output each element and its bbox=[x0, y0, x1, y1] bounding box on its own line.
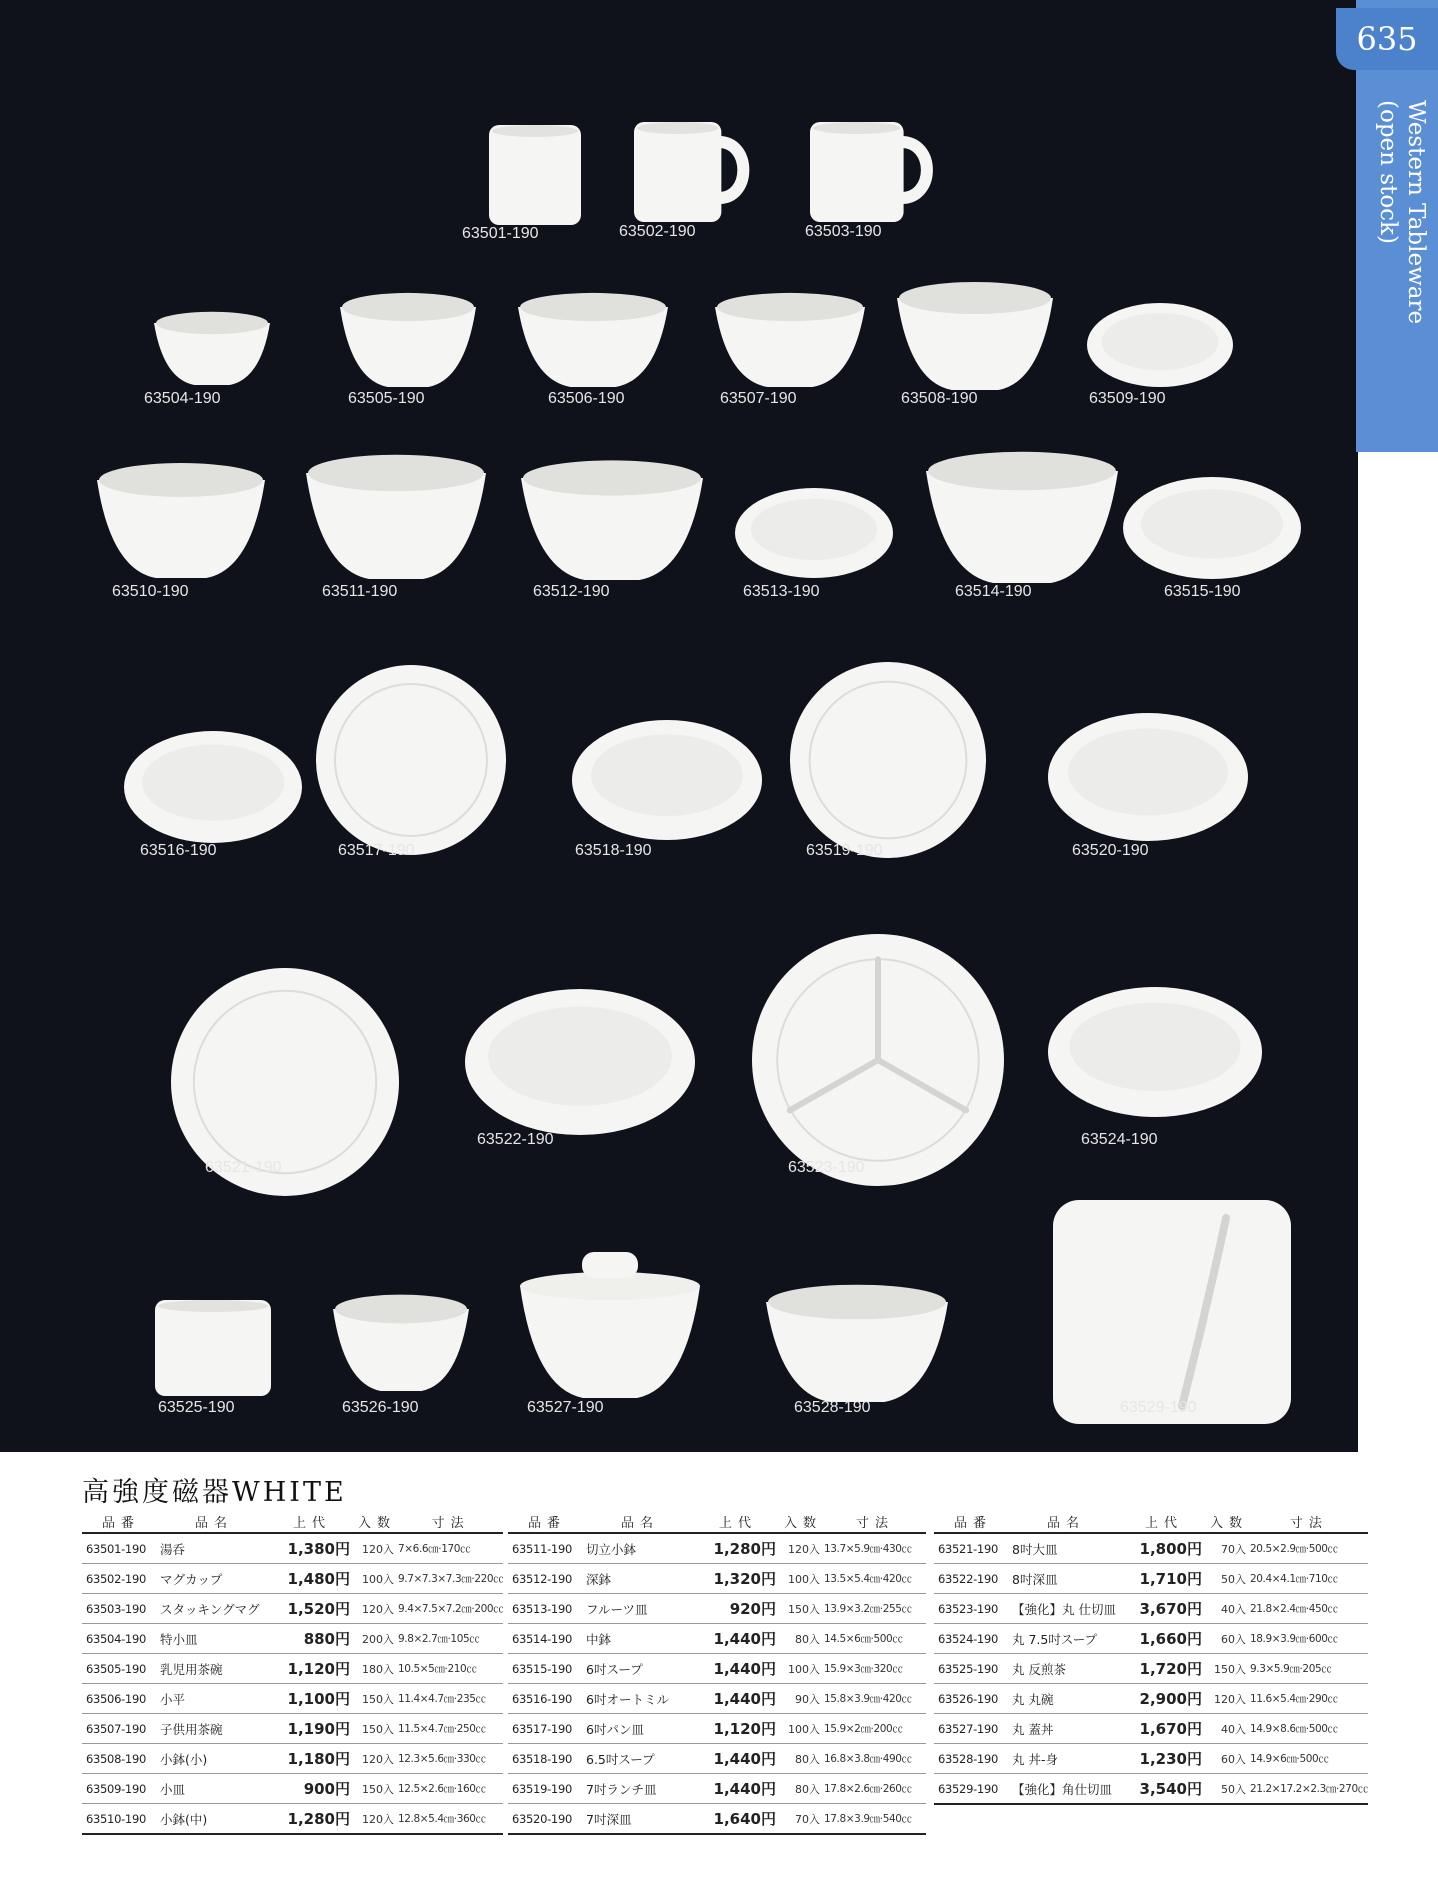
item-price: 1,660円 bbox=[1120, 1624, 1208, 1654]
table-row bbox=[508, 1624, 926, 1654]
item-name: 小鉢(中) bbox=[160, 1804, 268, 1835]
table-row bbox=[82, 1533, 503, 1564]
item-qty: 90入 bbox=[782, 1684, 824, 1714]
item-size: 9.4×7.5×7.2㎝·200㏄ bbox=[398, 1594, 503, 1624]
product-code-label: 63522-190 bbox=[477, 1131, 554, 1148]
item-size: 15.9×3㎝·320㏄ bbox=[824, 1654, 926, 1684]
item-code: 63504-190 bbox=[82, 1624, 160, 1654]
item-qty: 150入 bbox=[356, 1684, 398, 1714]
item-size: 21.2×17.2×2.3㎝·270㏄ bbox=[1250, 1774, 1368, 1805]
item-size: 11.4×4.7㎝·235㏄ bbox=[398, 1684, 503, 1714]
item-qty: 50入 bbox=[1208, 1564, 1250, 1594]
white-porcelain-dish-icon bbox=[155, 1300, 271, 1396]
product-code-label: 63524-190 bbox=[1081, 1131, 1158, 1148]
product-code-label: 63501-190 bbox=[462, 225, 539, 242]
item-qty: 70入 bbox=[1208, 1533, 1250, 1564]
white-porcelain-dish-icon bbox=[1123, 477, 1301, 579]
item-price: 920円 bbox=[694, 1594, 782, 1624]
product-code-label: 63525-190 bbox=[158, 1399, 235, 1416]
item-price: 3,670円 bbox=[1120, 1594, 1208, 1624]
item-code: 63517-190 bbox=[508, 1714, 586, 1744]
table-row bbox=[508, 1684, 926, 1714]
product-code-label: 63513-190 bbox=[743, 583, 820, 600]
item-code: 63515-190 bbox=[508, 1654, 586, 1684]
white-porcelain-dish-icon bbox=[489, 125, 581, 225]
item-qty: 150入 bbox=[1208, 1654, 1250, 1684]
product-code-label: 63507-190 bbox=[720, 390, 797, 407]
item-size: 18.9×3.9㎝·600㏄ bbox=[1250, 1624, 1368, 1654]
white-porcelain-dish-icon bbox=[465, 989, 695, 1135]
white-porcelain-dish-icon bbox=[1053, 1200, 1291, 1424]
white-porcelain-dish-icon bbox=[333, 1295, 469, 1391]
item-code: 63519-190 bbox=[508, 1774, 586, 1804]
table-row bbox=[508, 1774, 926, 1804]
white-porcelain-dish-icon bbox=[521, 460, 703, 580]
item-code: 63524-190 bbox=[934, 1624, 1012, 1654]
item-price: 1,670円 bbox=[1120, 1714, 1208, 1744]
product-code-label: 63520-190 bbox=[1072, 842, 1149, 859]
col-price: 上代 bbox=[694, 1510, 782, 1533]
item-size: 17.8×3.9㎝·540㏄ bbox=[824, 1804, 926, 1835]
product-code-label: 63514-190 bbox=[955, 583, 1032, 600]
col-qty: 入数 bbox=[1208, 1510, 1250, 1533]
product-code-label: 63516-190 bbox=[140, 842, 217, 859]
product-code-label: 63521-190 bbox=[205, 1159, 282, 1176]
item-code: 63501-190 bbox=[82, 1533, 160, 1564]
item-code: 63522-190 bbox=[934, 1564, 1012, 1594]
item-qty: 50入 bbox=[1208, 1774, 1250, 1805]
item-code: 63520-190 bbox=[508, 1804, 586, 1835]
item-name: 小平 bbox=[160, 1684, 268, 1714]
item-qty: 40入 bbox=[1208, 1714, 1250, 1744]
item-name: 丸 丸碗 bbox=[1012, 1684, 1120, 1714]
white-porcelain-dish-icon bbox=[1048, 713, 1248, 841]
item-name: 8吋深皿 bbox=[1012, 1564, 1120, 1594]
white-porcelain-dish-icon bbox=[766, 1285, 948, 1402]
product-code-label: 63527-190 bbox=[527, 1399, 604, 1416]
item-size: 16.8×3.8㎝·490㏄ bbox=[824, 1744, 926, 1774]
white-porcelain-dish-icon bbox=[752, 934, 1004, 1186]
table-row bbox=[934, 1684, 1368, 1714]
item-code: 63511-190 bbox=[508, 1533, 586, 1564]
price-table-2 bbox=[508, 1510, 926, 1835]
product-code-label: 63503-190 bbox=[805, 223, 882, 240]
col-qty: 入数 bbox=[782, 1510, 824, 1533]
white-porcelain-dish-icon bbox=[735, 488, 893, 578]
item-qty: 120入 bbox=[356, 1744, 398, 1774]
item-qty: 60入 bbox=[1208, 1624, 1250, 1654]
item-size: 20.4×4.1㎝·710㏄ bbox=[1250, 1564, 1368, 1594]
table-row bbox=[82, 1594, 503, 1624]
item-code: 63523-190 bbox=[934, 1594, 1012, 1624]
item-name: 中鉢 bbox=[586, 1624, 694, 1654]
item-name: 小鉢(小) bbox=[160, 1744, 268, 1774]
table-row bbox=[508, 1594, 926, 1624]
white-porcelain-dish-icon bbox=[518, 293, 668, 387]
table-row bbox=[934, 1564, 1368, 1594]
item-qty: 120入 bbox=[356, 1804, 398, 1835]
product-code-label: 63515-190 bbox=[1164, 583, 1241, 600]
item-size: 12.3×5.6㎝·330㏄ bbox=[398, 1744, 503, 1774]
white-porcelain-dish-icon bbox=[810, 122, 927, 222]
white-porcelain-dish-icon bbox=[316, 665, 506, 855]
item-name: 特小皿 bbox=[160, 1624, 268, 1654]
col-qty: 入数 bbox=[356, 1510, 398, 1533]
col-price: 上代 bbox=[268, 1510, 356, 1533]
item-size: 14.9×8.6㎝·500㏄ bbox=[1250, 1714, 1368, 1744]
col-code: 品番 bbox=[508, 1510, 586, 1533]
item-code: 63507-190 bbox=[82, 1714, 160, 1744]
col-size: 寸法 bbox=[398, 1510, 503, 1533]
item-name: 丸 反煎茶 bbox=[1012, 1654, 1120, 1684]
item-size: 12.8×5.4㎝·360㏄ bbox=[398, 1804, 503, 1835]
white-porcelain-dish-icon bbox=[572, 720, 762, 840]
table-row bbox=[934, 1774, 1368, 1805]
product-code-label: 63529-190 bbox=[1120, 1399, 1197, 1416]
item-name: 6.5吋スープ bbox=[586, 1744, 694, 1774]
item-price: 1,440円 bbox=[694, 1684, 782, 1714]
item-price: 1,440円 bbox=[694, 1654, 782, 1684]
item-qty: 100入 bbox=[782, 1654, 824, 1684]
white-porcelain-dish-icon bbox=[306, 455, 486, 579]
price-table-1 bbox=[82, 1510, 503, 1835]
product-code-label: 63504-190 bbox=[144, 390, 221, 407]
col-code: 品番 bbox=[934, 1510, 1012, 1533]
item-qty: 100入 bbox=[782, 1564, 824, 1594]
item-name: 丸 7.5吋スープ bbox=[1012, 1624, 1120, 1654]
product-code-label: 63505-190 bbox=[348, 390, 425, 407]
item-code: 63526-190 bbox=[934, 1684, 1012, 1714]
item-price: 1,100円 bbox=[268, 1684, 356, 1714]
product-code-label: 63510-190 bbox=[112, 583, 189, 600]
white-porcelain-dish-icon bbox=[634, 122, 743, 222]
item-price: 1,320円 bbox=[694, 1564, 782, 1594]
table-row bbox=[82, 1774, 503, 1804]
table-row bbox=[508, 1804, 926, 1835]
item-name: 6吋パン皿 bbox=[586, 1714, 694, 1744]
item-name: 丸 丼-身 bbox=[1012, 1744, 1120, 1774]
item-code: 63516-190 bbox=[508, 1684, 586, 1714]
item-name: 子供用茶碗 bbox=[160, 1714, 268, 1744]
col-name: 品名 bbox=[160, 1510, 268, 1533]
col-name: 品名 bbox=[1012, 1510, 1120, 1533]
side-tab-title: Western Tableware (open stock) bbox=[1375, 100, 1429, 325]
table-row bbox=[82, 1804, 503, 1835]
item-name: フルーツ皿 bbox=[586, 1594, 694, 1624]
table-row bbox=[82, 1714, 503, 1744]
item-qty: 80入 bbox=[782, 1624, 824, 1654]
item-code: 63508-190 bbox=[82, 1744, 160, 1774]
item-size: 10.5×5㎝·210㏄ bbox=[398, 1654, 503, 1684]
item-size: 9.3×5.9㎝·205㏄ bbox=[1250, 1654, 1368, 1684]
table-row bbox=[82, 1624, 503, 1654]
item-price: 1,180円 bbox=[268, 1744, 356, 1774]
item-name: 6吋スープ bbox=[586, 1654, 694, 1684]
item-qty: 180入 bbox=[356, 1654, 398, 1684]
table-row bbox=[82, 1564, 503, 1594]
item-price: 1,440円 bbox=[694, 1744, 782, 1774]
white-porcelain-dish-icon bbox=[124, 731, 302, 843]
item-price: 1,380円 bbox=[268, 1533, 356, 1564]
table-row bbox=[934, 1744, 1368, 1774]
item-code: 63506-190 bbox=[82, 1684, 160, 1714]
table-row bbox=[934, 1624, 1368, 1654]
item-price: 3,540円 bbox=[1120, 1774, 1208, 1805]
table-header bbox=[82, 1510, 503, 1533]
item-size: 12.5×2.6㎝·160㏄ bbox=[398, 1774, 503, 1804]
white-porcelain-dish-icon bbox=[715, 293, 865, 387]
item-price: 1,230円 bbox=[1120, 1744, 1208, 1774]
item-code: 63514-190 bbox=[508, 1624, 586, 1654]
item-qty: 120入 bbox=[356, 1594, 398, 1624]
item-size: 7×6.6㎝·170㏄ bbox=[398, 1533, 503, 1564]
table-row bbox=[82, 1744, 503, 1774]
item-code: 63527-190 bbox=[934, 1714, 1012, 1744]
table-row bbox=[508, 1654, 926, 1684]
item-price: 1,710円 bbox=[1120, 1564, 1208, 1594]
item-name: 切立小鉢 bbox=[586, 1533, 694, 1564]
item-code: 63521-190 bbox=[934, 1533, 1012, 1564]
item-price: 1,440円 bbox=[694, 1774, 782, 1804]
white-porcelain-dish-icon bbox=[340, 293, 476, 387]
item-size: 9.8×2.7㎝·105㏄ bbox=[398, 1624, 503, 1654]
item-price: 880円 bbox=[268, 1624, 356, 1654]
product-code-label: 63511-190 bbox=[322, 583, 398, 600]
item-code: 63513-190 bbox=[508, 1594, 586, 1624]
white-porcelain-dish-icon bbox=[1087, 303, 1233, 387]
table-header bbox=[934, 1510, 1368, 1533]
table-row bbox=[508, 1533, 926, 1564]
item-size: 15.9×2㎝·200㏄ bbox=[824, 1714, 926, 1744]
item-price: 900円 bbox=[268, 1774, 356, 1804]
item-price: 1,520円 bbox=[268, 1594, 356, 1624]
item-qty: 40入 bbox=[1208, 1594, 1250, 1624]
col-code: 品番 bbox=[82, 1510, 160, 1533]
col-size: 寸法 bbox=[824, 1510, 926, 1533]
item-qty: 120入 bbox=[782, 1533, 824, 1564]
item-price: 1,190円 bbox=[268, 1714, 356, 1744]
item-size: 11.6×5.4㎝·290㏄ bbox=[1250, 1684, 1368, 1714]
item-name: 乳児用茶碗 bbox=[160, 1654, 268, 1684]
product-code-label: 63508-190 bbox=[901, 390, 978, 407]
item-name: 6吋オートミル bbox=[586, 1684, 694, 1714]
item-name: 丸 蓋丼 bbox=[1012, 1714, 1120, 1744]
table-row bbox=[508, 1714, 926, 1744]
item-name: 深鉢 bbox=[586, 1564, 694, 1594]
item-qty: 150入 bbox=[356, 1774, 398, 1804]
item-name: 7吋ランチ皿 bbox=[586, 1774, 694, 1804]
table-row bbox=[82, 1654, 503, 1684]
item-qty: 60入 bbox=[1208, 1744, 1250, 1774]
white-porcelain-dish-icon bbox=[1048, 987, 1262, 1117]
table-row bbox=[934, 1654, 1368, 1684]
item-name: 【強化】角仕切皿 bbox=[1012, 1774, 1120, 1805]
product-code-label: 63509-190 bbox=[1089, 390, 1166, 407]
section-title: 高強度磁器WHITE bbox=[82, 1477, 347, 1508]
item-qty: 120入 bbox=[356, 1533, 398, 1564]
item-qty: 120入 bbox=[1208, 1684, 1250, 1714]
table-row bbox=[508, 1564, 926, 1594]
item-qty: 80入 bbox=[782, 1744, 824, 1774]
item-price: 1,800円 bbox=[1120, 1533, 1208, 1564]
product-code-label: 63523-190 bbox=[788, 1159, 865, 1176]
item-price: 1,640円 bbox=[694, 1804, 782, 1835]
item-code: 63505-190 bbox=[82, 1654, 160, 1684]
product-code-label: 63519-190 bbox=[806, 842, 883, 859]
table-header bbox=[508, 1510, 926, 1533]
item-size: 21.8×2.4㎝·450㏄ bbox=[1250, 1594, 1368, 1624]
item-size: 11.5×4.7㎝·250㏄ bbox=[398, 1714, 503, 1744]
item-size: 17.8×2.6㎝·260㏄ bbox=[824, 1774, 926, 1804]
white-porcelain-dish-icon bbox=[154, 312, 270, 385]
item-qty: 80入 bbox=[782, 1774, 824, 1804]
product-code-label: 63526-190 bbox=[342, 1399, 419, 1416]
col-name: 品名 bbox=[586, 1510, 694, 1533]
item-code: 63525-190 bbox=[934, 1654, 1012, 1684]
item-price: 1,120円 bbox=[694, 1714, 782, 1744]
item-qty: 70入 bbox=[782, 1804, 824, 1835]
item-qty: 200入 bbox=[356, 1624, 398, 1654]
item-code: 63529-190 bbox=[934, 1774, 1012, 1805]
table-row bbox=[934, 1714, 1368, 1744]
item-name: 小皿 bbox=[160, 1774, 268, 1804]
item-price: 1,720円 bbox=[1120, 1654, 1208, 1684]
col-size: 寸法 bbox=[1250, 1510, 1368, 1533]
item-price: 1,480円 bbox=[268, 1564, 356, 1594]
product-code-label: 63517-190 bbox=[338, 842, 415, 859]
item-code: 63518-190 bbox=[508, 1744, 586, 1774]
item-code: 63512-190 bbox=[508, 1564, 586, 1594]
item-price: 1,280円 bbox=[694, 1533, 782, 1564]
item-name: 7吋深皿 bbox=[586, 1804, 694, 1835]
item-size: 15.8×3.9㎝·420㏄ bbox=[824, 1684, 926, 1714]
product-code-label: 63518-190 bbox=[575, 842, 652, 859]
white-porcelain-dish-icon bbox=[97, 463, 265, 578]
item-code: 63528-190 bbox=[934, 1744, 1012, 1774]
product-code-label: 63502-190 bbox=[619, 223, 696, 240]
product-code-label: 63506-190 bbox=[548, 390, 625, 407]
item-size: 13.9×3.2㎝·255㏄ bbox=[824, 1594, 926, 1624]
item-name: マグカップ bbox=[160, 1564, 268, 1594]
table-row bbox=[934, 1533, 1368, 1564]
item-price: 1,280円 bbox=[268, 1804, 356, 1835]
item-name: スタッキングマグ bbox=[160, 1594, 268, 1624]
table-row bbox=[82, 1684, 503, 1714]
item-price: 1,440円 bbox=[694, 1624, 782, 1654]
item-code: 63503-190 bbox=[82, 1594, 160, 1624]
item-size: 9.7×7.3×7.3㎝·220㏄ bbox=[398, 1564, 503, 1594]
col-price: 上代 bbox=[1120, 1510, 1208, 1533]
item-qty: 100入 bbox=[356, 1564, 398, 1594]
item-code: 63510-190 bbox=[82, 1804, 160, 1835]
item-qty: 150入 bbox=[356, 1714, 398, 1744]
product-code-label: 63512-190 bbox=[533, 583, 610, 600]
item-size: 20.5×2.9㎝·500㏄ bbox=[1250, 1533, 1368, 1564]
item-size: 13.7×5.9㎝·430㏄ bbox=[824, 1533, 926, 1564]
item-name: 【強化】丸 仕切皿 bbox=[1012, 1594, 1120, 1624]
white-porcelain-dish-icon bbox=[926, 452, 1118, 583]
item-qty: 150入 bbox=[782, 1594, 824, 1624]
item-price: 1,120円 bbox=[268, 1654, 356, 1684]
white-porcelain-dish-icon bbox=[520, 1252, 700, 1398]
item-code: 63509-190 bbox=[82, 1774, 160, 1804]
item-price: 2,900円 bbox=[1120, 1684, 1208, 1714]
table-row bbox=[934, 1594, 1368, 1624]
white-porcelain-dish-icon bbox=[897, 282, 1053, 390]
item-name: 8吋大皿 bbox=[1012, 1533, 1120, 1564]
table-row bbox=[508, 1744, 926, 1774]
item-size: 13.5×5.4㎝·420㏄ bbox=[824, 1564, 926, 1594]
product-code-label: 63528-190 bbox=[794, 1399, 871, 1416]
item-name: 湯呑 bbox=[160, 1533, 268, 1564]
page-number: 635 bbox=[1336, 8, 1438, 70]
item-size: 14.9×6㎝·500㏄ bbox=[1250, 1744, 1368, 1774]
item-size: 14.5×6㎝·500㏄ bbox=[824, 1624, 926, 1654]
item-qty: 100入 bbox=[782, 1714, 824, 1744]
item-code: 63502-190 bbox=[82, 1564, 160, 1594]
price-table-3 bbox=[934, 1510, 1368, 1805]
white-porcelain-dish-icon bbox=[790, 662, 986, 858]
